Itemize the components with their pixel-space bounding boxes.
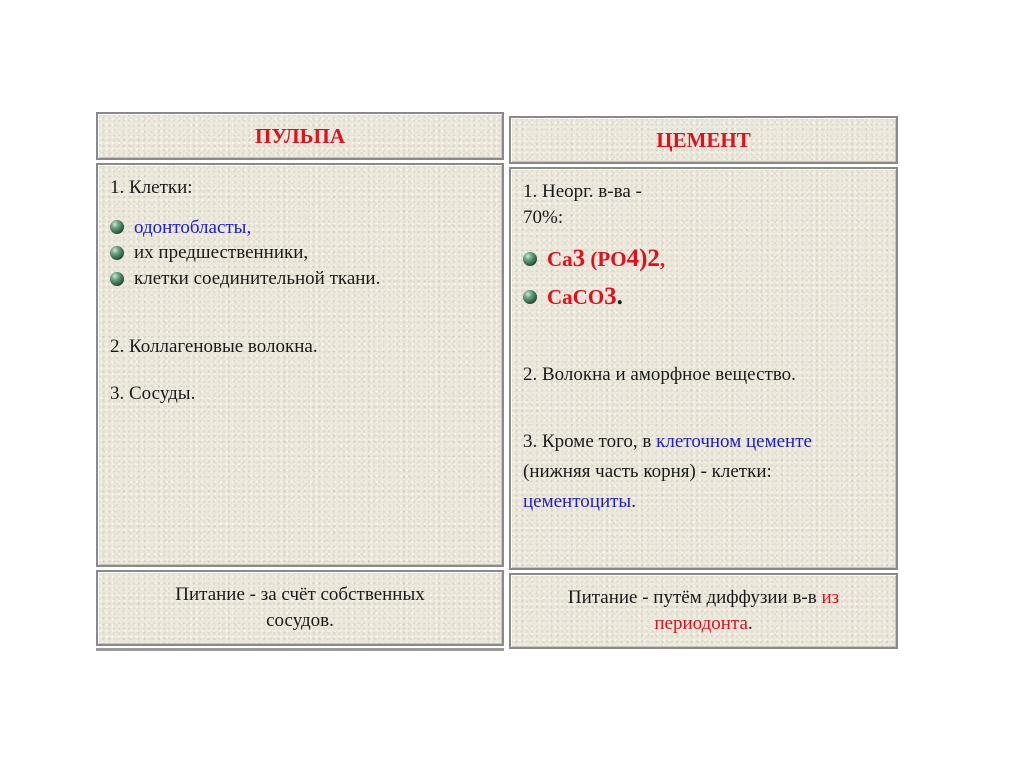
list-item xyxy=(523,280,884,314)
cement-item-1-line2: 70%: xyxy=(523,206,564,228)
pulpa-item-3: 3. Сосуды. xyxy=(110,383,196,405)
green-ball-bullet-icon xyxy=(110,246,124,260)
pulpa-cell-list xyxy=(110,215,490,292)
chem-formula-carbonate: CaCO3. xyxy=(547,283,623,311)
cement-header xyxy=(509,116,898,164)
cement-nutrition xyxy=(509,573,898,649)
cement-nutrition-line2: периодонта. xyxy=(654,613,753,634)
chem-formula-phosphate: Ca3 (PO4)2, xyxy=(547,245,666,273)
pulpa-cells-label: 1. Клетки: xyxy=(110,177,193,198)
periodontium-term: периодонта xyxy=(654,613,748,634)
cement-chem-list xyxy=(523,242,884,314)
green-ball-bullet-icon xyxy=(523,290,537,304)
cellular-cement-term: клеточном цементе xyxy=(656,431,812,453)
cementocytes-term: цементоциты xyxy=(523,490,632,512)
pulpa-header xyxy=(96,112,504,160)
cement-item-3-line3: цементоциты. xyxy=(523,490,636,512)
cement-title: ЦЕМЕНТ xyxy=(656,127,751,152)
pulpa-title: ПУЛЬПА xyxy=(254,123,345,148)
cement-item-2: 2. Волокна и аморфное вещество. xyxy=(523,363,796,385)
pulpa-nutrition-line2: сосудов. xyxy=(266,610,334,631)
cement-item-3: 3. Кроме того, в клеточном цементе xyxy=(523,431,812,453)
list-item xyxy=(523,242,884,276)
cement-body xyxy=(509,167,898,570)
pulpa-nutrition xyxy=(96,570,504,646)
list-item: одонтобласты, xyxy=(110,215,490,241)
green-ball-bullet-icon xyxy=(523,252,537,266)
green-ball-bullet-icon xyxy=(110,220,124,234)
pulpa-body xyxy=(96,163,504,567)
cement-item-1-line1: 1. Неорг. в-ва - xyxy=(523,181,642,202)
list-item: их предшественники, xyxy=(110,240,490,266)
bottom-divider xyxy=(96,648,504,651)
cement-nutrition-line1: Питание - путём диффузии в-в из xyxy=(567,587,840,609)
pulpa-item-2: 2. Коллагеновые волокна. xyxy=(110,335,318,357)
cement-item-3-line2: (нижняя часть корня) - клетки: xyxy=(523,461,772,483)
green-ball-bullet-icon xyxy=(110,272,124,286)
pulpa-nutrition-line1: Питание - за счёт собственных xyxy=(175,584,425,606)
list-item: клетки соединительной ткани. xyxy=(110,266,490,292)
